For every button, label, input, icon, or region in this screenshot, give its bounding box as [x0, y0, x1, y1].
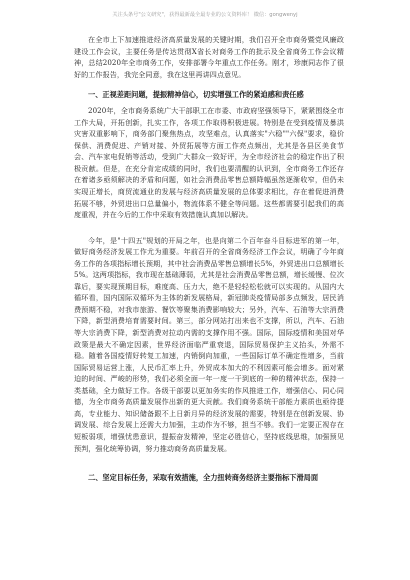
section-1-paragraph-1: 2020年，全市商务系统广大干部职工在市委、市政府坚强领导下，紧紧围绕全市工作大局，开拓创新，扎实工作，各项工作取得积极进展。特别是在受到疫情及暴洪灾害双重影响下，商务部门聚焦热点，攻坚难点，认真落实"六稳""六保"要求，稳价保供、消费促进、产销对接、外贸拓展等方面工作亮点频出，尤其是各县区美食节会、汽车家电促销等活动，受到广大群众一致好评，为全市经济社会的稳定作出了积极贡献。但是，在充分肯定成绩的同时，我们也要清醒的认识到，全市商务工作还存在着诸多亟须解决的矛盾和问题，如社会消费品零售总额降幅虽然逐渐收窄，但仍未实现正增长，商贸流通业的发展与经济高质量发展的总体要求相比，存在着促进消费拓展不够，外贸进出口总量偏小，物流体系不健全等问题。这些都需要引起我们的高度重视，并在今后的工作中采取有效措施认真加以解决。	[74, 106, 344, 220]
section-1-paragraph-2: 今年，是"十四五"规划的开局之年，也是向第二个百年奋斗目标进军的第一年，做好商务经济发展工作尤为重要。年前召开的全省商务经济工作会议，明确了今年商务工作的各项指标增长预期，其中社会消费品零售总额增长5%，外贸进出口总额增长5%。这两项指标，我市现在基础薄弱，尤其是社会消费品零售总额，增长缓慢、位次靠后，要实现预期目标，难度高、压力大，绝不是轻轻松松就可以实现的。从国内大循环看，国内国际双循环为主体的新发展格局，新冠肺炎疫情局部多点频发，居民消费预期不稳，对我市旅游、餐饮等聚集消费影响较大；另外，汽车、石油等大宗消费下降，新型消费培育需要时间。第三，部分网站打出来也不支撑，所以，汽车、石油等大宗消费下降，新型消费对拉动内需的支撑作用不强。国际，国际疫情和美国对华政策是最大不确定因素，世界经济面临严重衰退，国际贸易保护主义抬头，外需不稳。随着各国疫情好转复工加速，内销倒向加重，一些国际订单不确定性增多，当前国际贸易运营上涨，人民币汇率上升，外贸成本加大的不利因素可能会增多。面对紧迫的时间、严峻的形势，我们必须全面一年一度一干到底的一种的精神状态，保持一类基础，全力做好工作。各级干部要以更加务实的作风推进工作，增强信心、同心同德，为全市商务高质量发展作出新的更大贡献。我们商务系统干部能力素质也亟待提高，专业能力、知识储备跟不上日新月异的经济发展的需要，特别是在创新发展、协调发展、综合发展上还需大力加强，主动作为不够，担当不够。我们一定要正视存在短板弱项，增强忧患意识，提振奋发精神，坚定必胜信心，坚持底线思维，加强预见预判，强化统筹协调，努力推动商务高质量发展。	[74, 235, 344, 453]
intro-paragraph: 在全市上下加速推进经济高质量发展的关键时期，我们召开全市商务暨党风廉政建设工作会议，主要任务是传达贯彻Ⅹ省长对商务工作的批示及全省商务工作会议精神，总结2020年全市商务工作，安排部署今年重点工作任务。刚才，珍康同志作了很好的工作报告，我完全同意，我在这里再讲四点意见。	[74, 35, 344, 79]
section-heading-2: 二、坚定目标任务，采取有效措施，全力扭转商务经济主要指标下滑局面	[88, 473, 319, 483]
header-watermark: 关注头条号"公文研究"，获得最新最全最专业的公文资料库！ 微信：gongwenyj	[112, 12, 298, 18]
section-heading-1: 一、正视差距问题，提振精神信心，切实增强工作的紧迫感和责任感	[88, 90, 304, 100]
document-body	[74, 34, 344, 488]
